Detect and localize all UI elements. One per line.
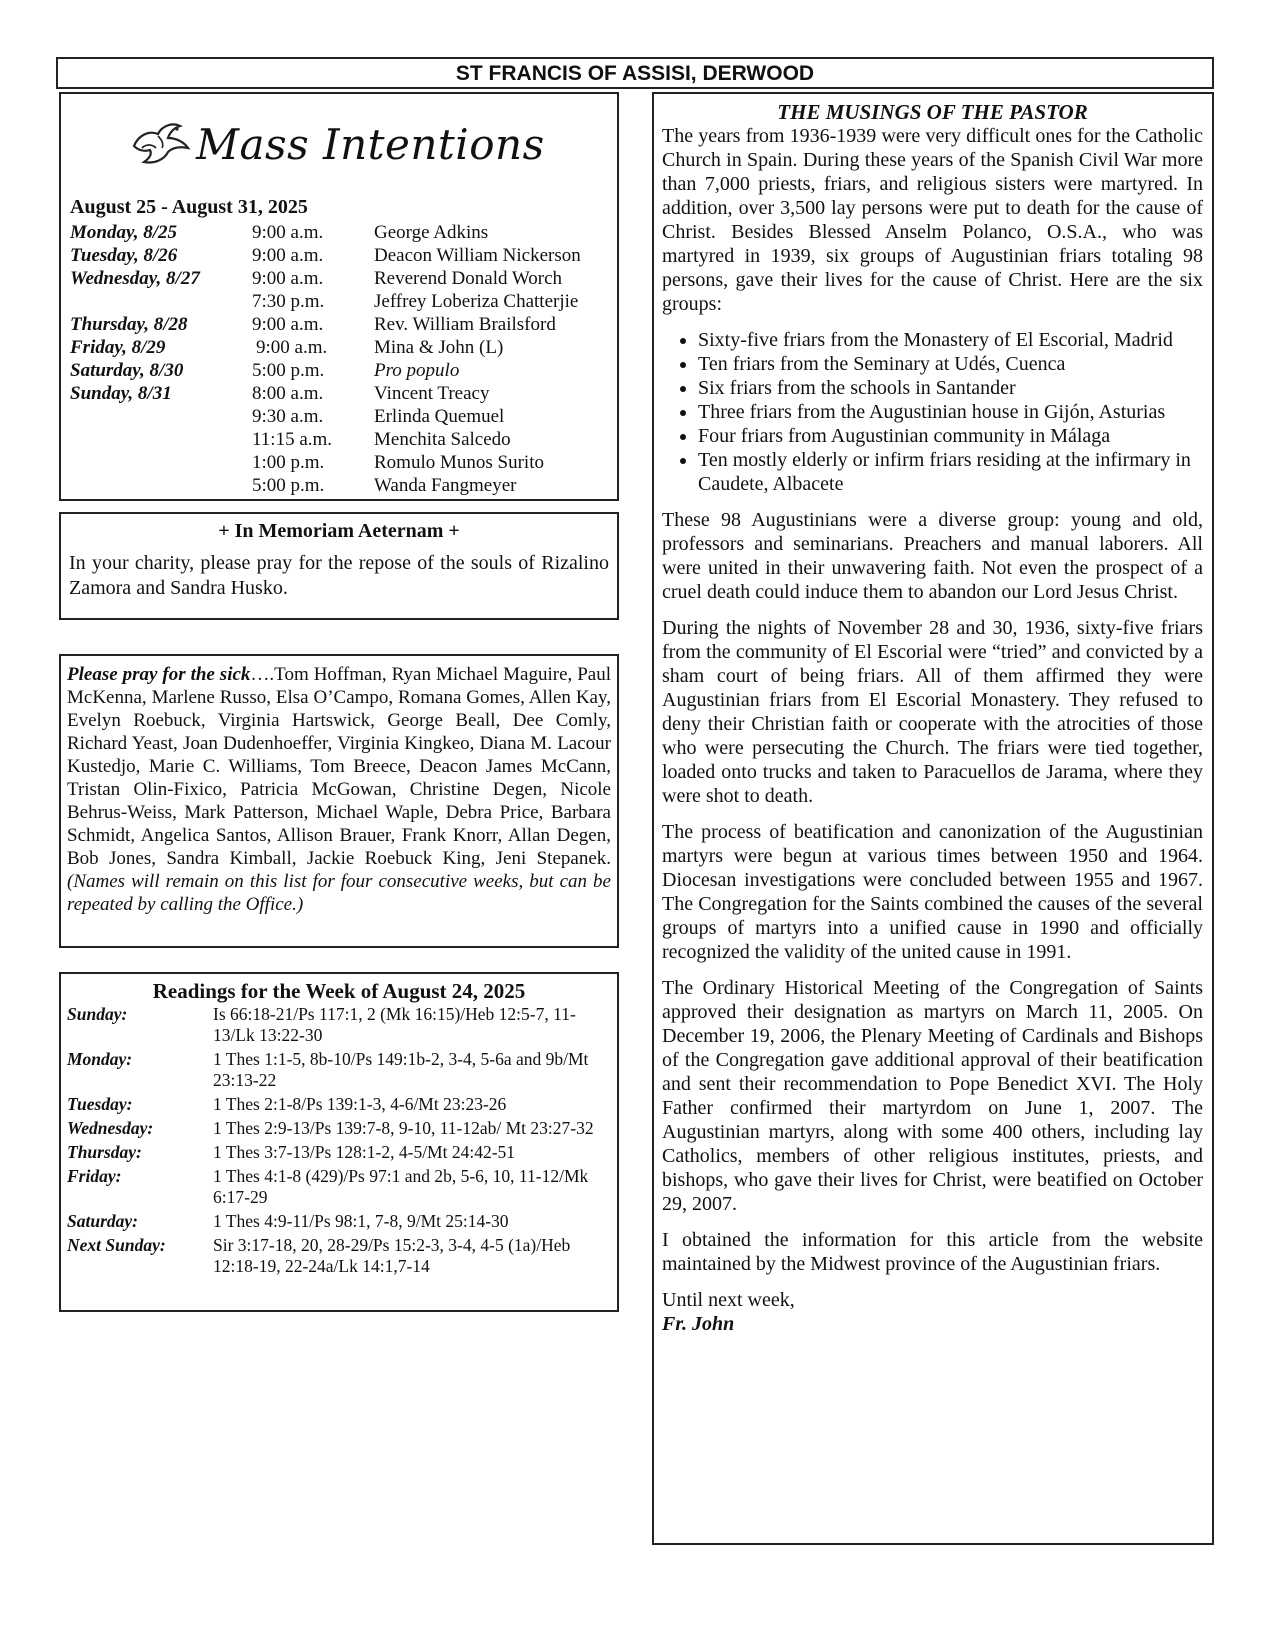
reading-row: Thursday: 1 Thes 3:7-13/Ps 128:1-2, 4-5/Mt 24:42-51: [67, 1142, 516, 1162]
musings-paragraph: During the nights of November 28 and 30, 1936, sixty-five friars from the community of El Escorial were “tried” and convicted by a sham court of being friars. All of them affirmed they were Augustinian friars from El Escorial Monastery. They refused to deny their Christian faith or cooperate with the atrocities of those who were persecuting the Church. The friars were tied together, loaded onto trucks and taken to Paracuellos de Jarama, where they were shot to death.: [662, 617, 1203, 807]
mass-row: 9:30 a.m. Erlinda Quemuel: [252, 406, 505, 427]
mass-intentions-table: [70, 221, 581, 497]
reading-row: Monday: 1 Thes 1:1-5, 8b-10/Ps 149:1b-2, 3-4, 5-6a and 9b/Mt 23:13-22: [67, 1049, 589, 1090]
mass-intentions-box: [59, 92, 619, 501]
list-item: • Ten friars from the Seminary at Udés, Cuenca: [698, 352, 1203, 376]
reading-row: Saturday: 1 Thes 4:9-11/Ps 98:1, 7-8, 9/Mt 25:14-30: [67, 1211, 509, 1231]
sick-list-lead: Please pray for the sick: [67, 664, 251, 685]
musings-closing: Until next week,: [662, 1289, 795, 1311]
sick-list-box: [59, 654, 619, 948]
reading-row: Friday: 1 Thes 4:1-8 (429)/Ps 97:1 and 2b, 5-6, 10, 11-12/Mk 6:17-29: [67, 1166, 589, 1207]
mass-row: Thursday, 8/28 9:00 a.m. Rev. William Brailsford: [70, 314, 556, 335]
musings-paragraph: I obtained the information for this article from the website maintained by the Midwest province of the Augustinian friars.: [662, 1229, 1203, 1275]
readings-box: [59, 972, 619, 1312]
musings-paragraph: The process of beatification and canonization of the Augustinian martyrs were begun at various times between 1950 and 1964. Diocesan investigations were concluded between 1955 and 1967. The Congregation for the Saints combined the causes of the several groups of martyrs into a unified cause in 1990 and officially recognized the validity of the united cause in 1991.: [662, 821, 1203, 963]
page-header: ST FRANCIS OF ASSISI, DERWOOD: [56, 57, 1214, 89]
reading-row: Sunday: Is 66:18-21/Ps 117:1, 2 (Mk 16:15)/Heb 12:5-7, 11-13/Lk 13:22-30: [67, 1004, 576, 1045]
musings-paragraph: The Ordinary Historical Meeting of the Congregation of Saints approved their designation as martyrs on March 11, 2005. On December 19, 2006, the Plenary Meeting of Cardinals and Bishops of the Congregation gave additional approval of their beatification and sent their recommendation to Pope Benedict XVI. The Holy Father confirmed their martyrdom on June 1, 2007. The Augustinian martyrs, along with some 400 others, including lay Catholics, members of other religious institutes, priests, and bishops, who gave their lives for Christ, were beatified on October 29, 2007.: [662, 977, 1203, 1215]
musings-box: [652, 92, 1214, 1545]
martyr-groups-list: [662, 328, 1203, 496]
reading-row: Next Sunday: Sir 3:17-18, 20, 28-29/Ps 15:2-3, 3-4, 4-5 (1a)/Heb 12:18-19, 22-24a/Lk 14:1,7-14: [67, 1235, 571, 1276]
mass-row: Friday, 8/29 9:00 a.m. Mina & John (L): [70, 337, 504, 358]
list-item: • Four friars from Augustinian community in Málaga: [698, 424, 1203, 448]
mass-row: Wednesday, 8/27 9:00 a.m. Reverend Donald Worch: [70, 268, 563, 289]
list-item: • Sixty-five friars from the Monastery of El Escorial, Madrid: [698, 328, 1203, 352]
memoriam-title: + In Memoriam Aeternam +: [218, 520, 460, 542]
mass-row: Tuesday, 8/26 9:00 a.m. Deacon William Nickerson: [70, 245, 581, 266]
mass-intentions-title: Mass Intentions: [196, 119, 545, 169]
list-item: • Six friars from the schools in Santander: [698, 376, 1203, 400]
mass-intentions-heading: [128, 100, 609, 188]
mass-row: 5:00 p.m. Wanda Fangmeyer: [252, 475, 517, 496]
list-item: • Ten mostly elderly or infirm friars residing at the infirmary in Caudete, Albacete: [698, 448, 1203, 496]
memoriam-box: [59, 512, 619, 620]
musings-paragraph: These 98 Augustinians were a diverse group: young and old, professors and seminarians. Preachers and manual laborers. All were united in their unwavering faith. Not even the prospect of a cruel death could induce them to abandon our Lord Jesus Christ.: [662, 509, 1203, 603]
list-item: • Three friars from the Augustinian house in Gijón, Asturias: [698, 400, 1203, 424]
mass-row: Saturday, 8/30 5:00 p.m. Pro populo: [70, 360, 460, 381]
sick-list-note: (Names will remain on this list for four consecutive weeks, but can be repeated by calling the Office.): [67, 871, 611, 915]
dove-icon: [128, 116, 192, 172]
musings-signature: Fr. John: [662, 1313, 735, 1335]
sick-list-names: ….Tom Hoffman, Ryan Michael Maguire, Paul McKenna, Marlene Russo, Elsa O’Campo, Romana Gomes, Allen Kay, Evelyn Roebuck, Virginia Hartswick, George Beall, Dee Comly, Richard Yeast, Joan Dudenhoeffer, Virginia Kingkeo, Diana M. Lacour Kustedjo, Marie C. Williams, Tom Breece, Deacon James McCann, Tristan Olin-Fixico, Patricia McGowan, Christine Degen, Nicole Behrus-Weiss, Mark Patterson, Michael Waple, Debra Price, Barbara Schmidt, Angelica Santos, Allison Brauer, Frank Knorr, Allan Degen, Bob Jones, Sandra Kimball, Jackie Roebuck King, Jeni Stepanek.: [67, 664, 612, 869]
readings-table: [67, 1004, 611, 1280]
musings-title: THE MUSINGS OF THE PASTOR: [777, 100, 1088, 124]
readings-title: Readings for the Week of August 24, 2025: [152, 979, 526, 1003]
mass-row: 7:30 p.m. Jeffrey Loberiza Chatterjie: [252, 291, 579, 312]
mass-row: 11:15 a.m. Menchita Salcedo: [252, 429, 511, 450]
reading-row: Tuesday: 1 Thes 2:1-8/Ps 139:1-3, 4-6/Mt 23:23-26: [67, 1094, 507, 1114]
mass-row: Monday, 8/25 9:00 a.m. George Adkins: [70, 222, 489, 243]
mass-row: 1:00 p.m. Romulo Munos Surito: [252, 452, 544, 473]
reading-row: Wednesday: 1 Thes 2:9-13/Ps 139:7-8, 9-10, 11-12ab/ Mt 23:27-32: [67, 1118, 594, 1138]
musings-intro: The years from 1936-1939 were very difficult ones for the Catholic Church in Spain. During these years of the Spanish Civil War more than 7,000 priests, friars, and religious sisters were martyred. In addition, over 3,500 lay persons were put to death for the cause of Christ. Besides Blessed Anselm Polanco, O.S.A., who was martyred in 1939, six groups of Augustinian friars totaling 98 persons, gave their lives for the cause of Christ. Here are the six groups:: [662, 125, 1203, 315]
memoriam-text: In your charity, please pray for the repose of the souls of Rizalino Zamora and Sandra Husko.: [69, 552, 609, 599]
mass-intentions-date-range: August 25 - August 31, 2025: [70, 196, 308, 218]
mass-row: Sunday, 8/31 8:00 a.m. Vincent Treacy: [70, 383, 490, 404]
